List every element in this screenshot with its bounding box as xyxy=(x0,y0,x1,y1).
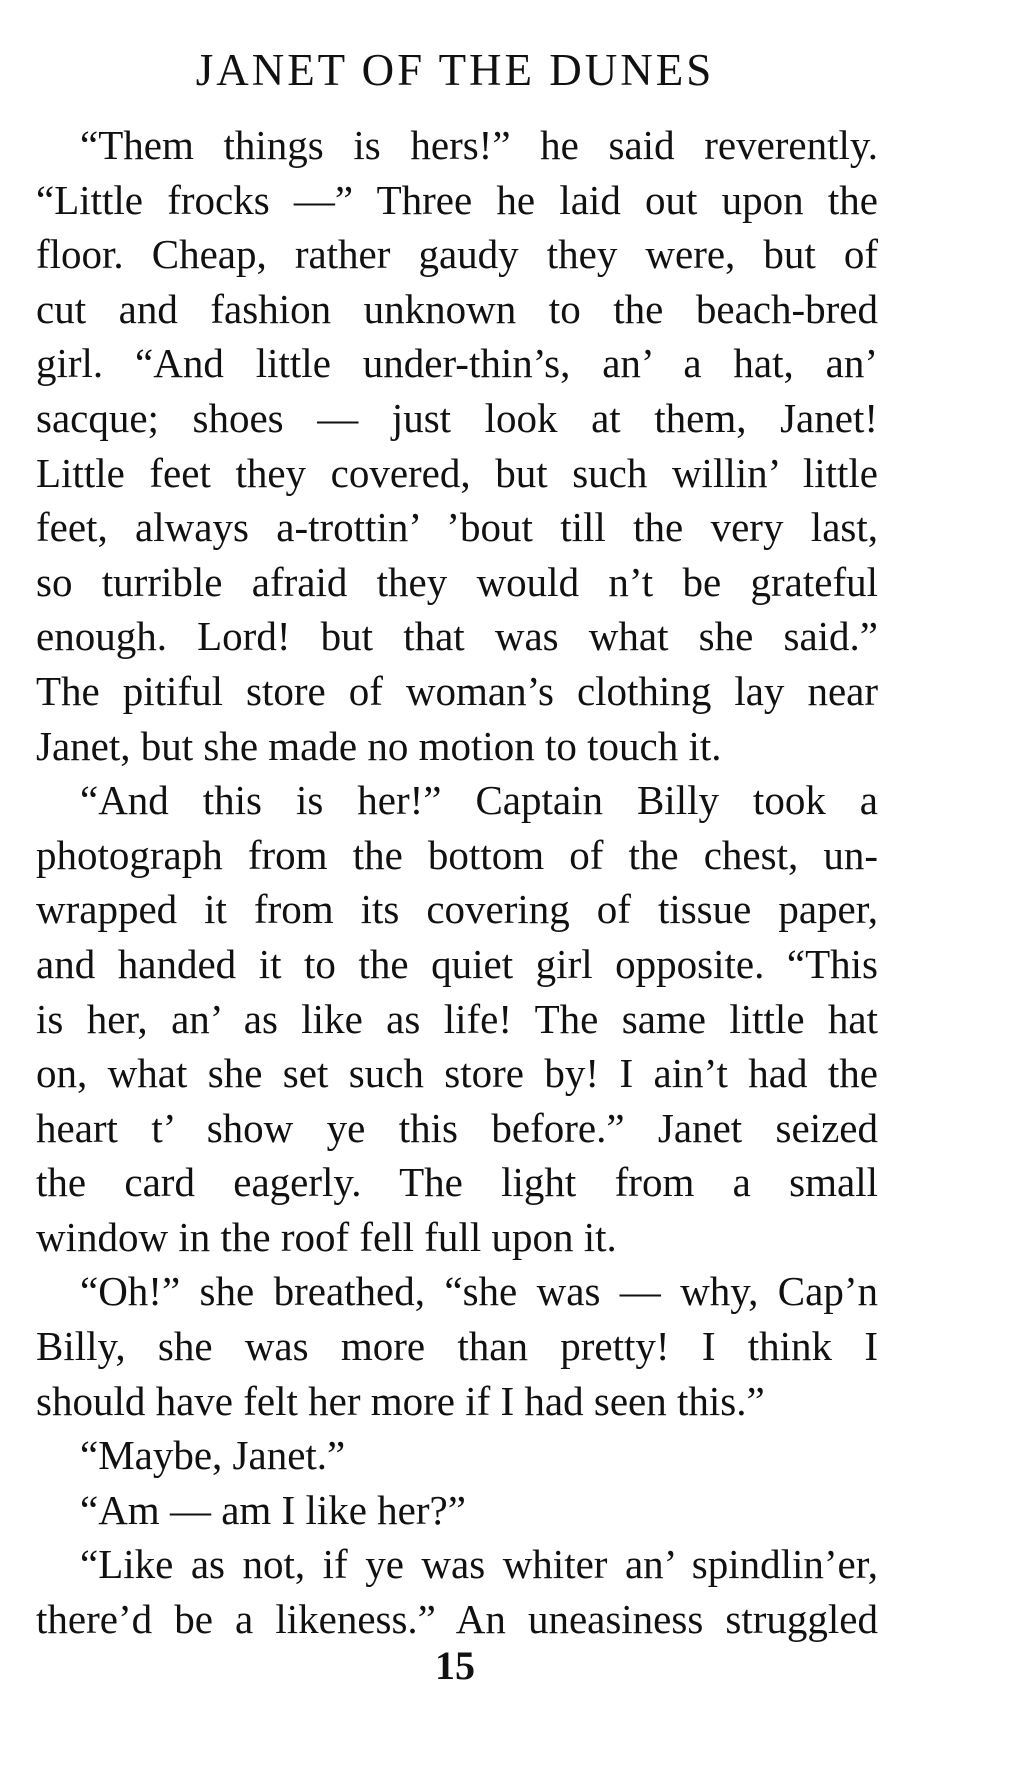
text-line: window in the roof fell full upon it. xyxy=(36,1213,617,1260)
text-line: Janet, but she made no motion to touch it. xyxy=(36,722,722,769)
text-line: enough. Lord! but that was what she said.” xyxy=(36,613,878,660)
text-line: cut and fashion unknown to the beach-bred xyxy=(36,285,878,332)
text-line: “Little frocks —” Three he laid out upon the xyxy=(36,176,878,223)
text-line: floor. Cheap, rather gaudy they were, but of xyxy=(36,231,878,278)
text-line: feet, always a-trottin’ ’bout till the very last, xyxy=(36,504,878,551)
text-line: girl. “And little under-thin’s, an’ a hat, an’ xyxy=(36,340,878,387)
text-line: on, what she set such store by! I ain’t had the xyxy=(36,1050,878,1097)
text-line: is her, an’ as like as life! The same little hat xyxy=(36,995,878,1042)
page-number: 15 xyxy=(435,1643,475,1688)
text-line: “Them things is hers!” he said reverently. xyxy=(80,122,878,168)
text-line: “And this is her!” Captain Billy took a xyxy=(80,777,878,824)
body-text xyxy=(36,118,878,1647)
running-head: JANET OF THE DUNES xyxy=(195,45,715,95)
text-line: Little feet they covered, but such willin’ little xyxy=(36,449,878,496)
text-line: The pitiful store of woman’s clothing lay near xyxy=(36,667,878,714)
text-line: Billy, she was more than pretty! I think I xyxy=(36,1323,878,1370)
text-line: there’d be a likeness.” An uneasiness struggled xyxy=(36,1596,878,1643)
text-line: the card eagerly. The light from a small xyxy=(36,1159,878,1206)
text-line: so turrible afraid they would n’t be grateful xyxy=(36,558,878,605)
text-line: “Oh!” she breathed, “she was — why, Cap’n xyxy=(80,1268,878,1315)
text-line: and handed it to the quiet girl opposite. “This xyxy=(36,940,878,987)
text-line: “Am — am I like her?” xyxy=(80,1486,466,1533)
text-line: sacque; shoes — just look at them, Janet! xyxy=(36,394,878,441)
text-line: photograph from the bottom of the chest, un- xyxy=(36,831,878,878)
text-line: heart t’ show ye this before.” Janet seized xyxy=(36,1104,878,1151)
text-line: wrapped it from its covering of tissue paper, xyxy=(36,886,878,933)
text-line: “Like as not, if ye was whiter an’ spindlin’er, xyxy=(80,1541,878,1588)
text-line: should have felt her more if I had seen this.” xyxy=(36,1377,765,1424)
text-line: “Maybe, Janet.” xyxy=(80,1432,346,1479)
